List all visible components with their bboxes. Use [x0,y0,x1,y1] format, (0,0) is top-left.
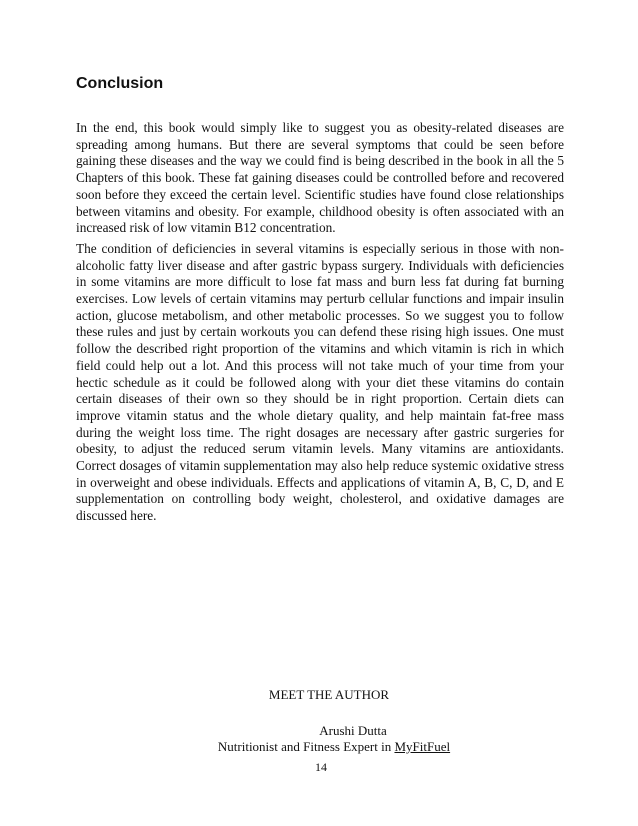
author-name: Arushi Dutta [319,723,387,738]
paragraph-1: In the end, this book would simply like to suggest you as obesity-related diseases are spreading among humans. But there are several symptoms that could be seen before gaining these diseases and the way we could find is being described in the book in all the 5 Chapters of this book. These fat gaining diseases could be controlled before and recovered soon before they exceed the certain level. Scientific studies have found close relationships between vitamins and obesity. For example, childhood obesity is often associated with an increased risk of low vitamin B12 concentration. [76,120,564,236]
author-role [0,739,638,755]
brand-link[interactable]: MyFitFuel [394,739,451,754]
author-block [0,687,638,755]
author-section-title: MEET THE AUTHOR [268,687,390,702]
paragraph-2: The condition of deficiencies in several vitamins is especially serious in those with non-alcoholic fatty liver disease and after gastric bypass surgery. Individuals with deficiencies in some vitamins are more difficult to lose fat mass and burn less fat during fat burning exercises. Low levels of certain vitamins may perturb cellular functions and impair insulin action, glucose metabolism, and other metabolic processes. So we suggest you to follow these rules and just by certain workouts you can defend these rising high issues. One must follow the described right proportion of the vitamins and which vitamin is rich in which field could help out a lot. And this process will not take much of your time from your hectic schedule as it could be followed along with your diet these vitamins do contain certain diseases of their own so they should be in right proportion. Certain diets can improve vitamin status and the whole dietary quality, and help maintain fat-free mass during the weight loss time. The right dosages are necessary after gastric surgeries for obesity, to adjust the reduced serum vitamin levels. Many vitamins are antioxidants. Correct dosages of vitamin supplementation may also help reduce systemic oxidative stress in overweight and obese individuals. Effects and applications of vitamin A, B, C, D, and E supplementation on controlling body weight, cholesterol, and oxidative damages are discussed here. [76,240,564,524]
section-heading: Conclusion [76,75,164,92]
author-role-prefix: Nutritionist and Fitness Expert in [217,739,395,754]
page-number: 14 [315,760,327,774]
body-text [76,120,564,529]
